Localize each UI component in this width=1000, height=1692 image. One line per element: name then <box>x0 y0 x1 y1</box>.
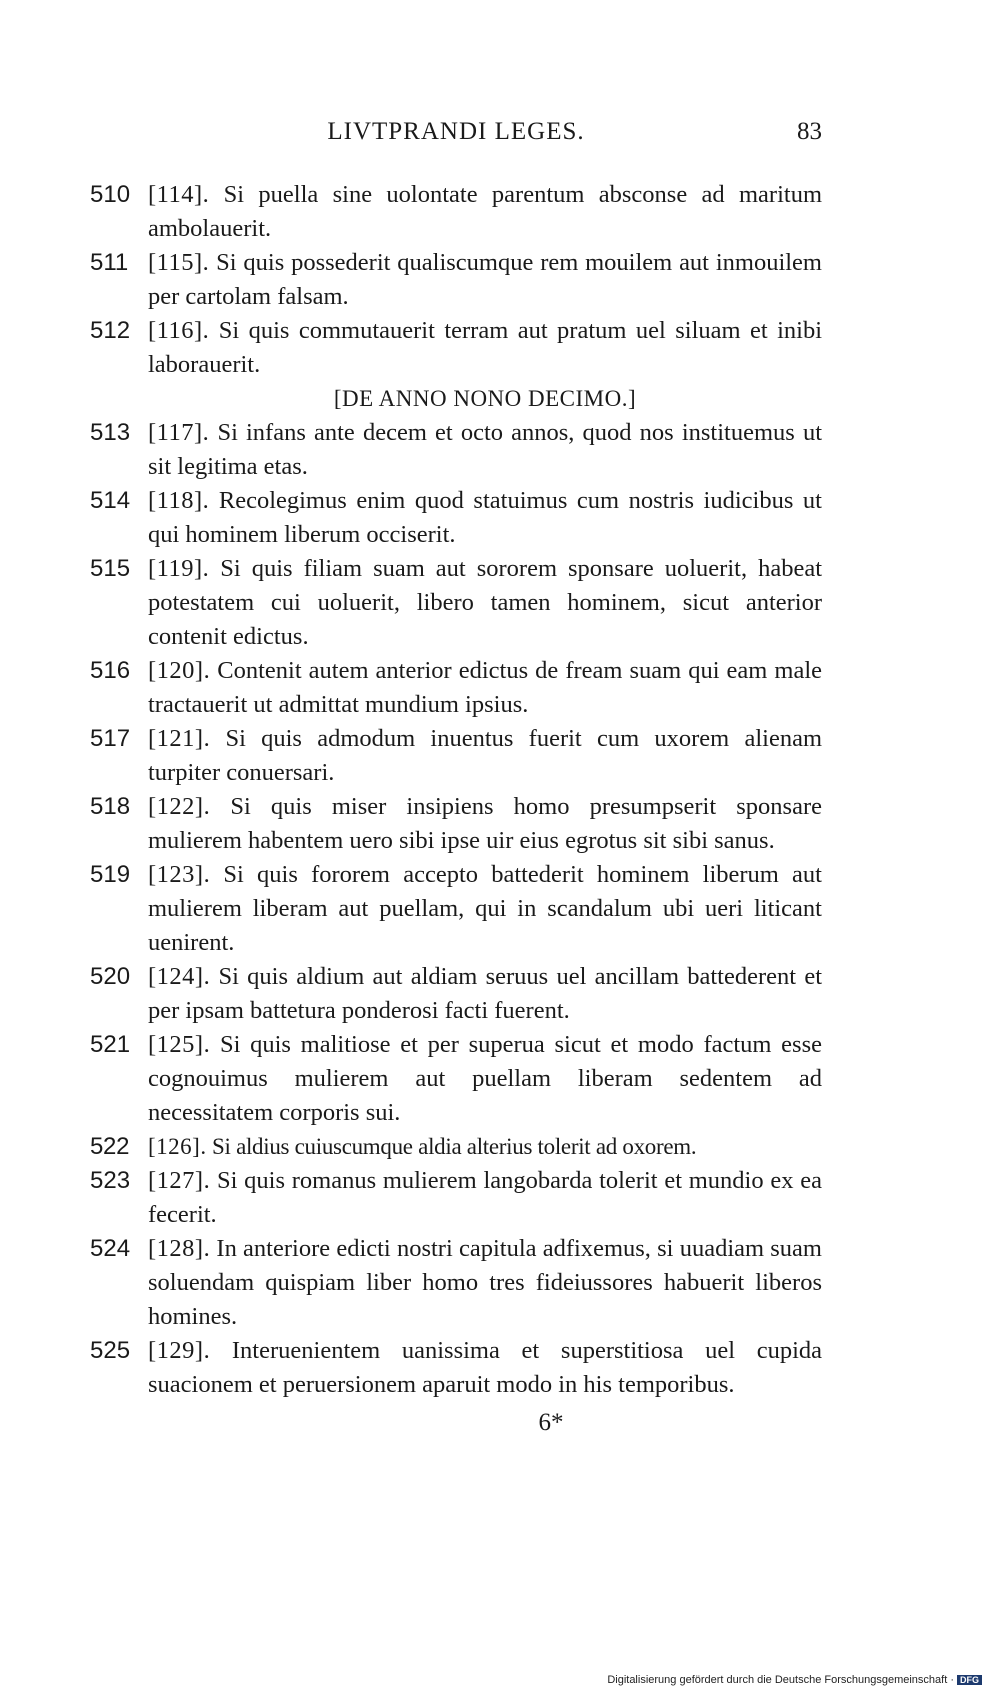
entry-text: Recolegimus enim quod statuimus cum nostris iudicibus ut qui hominem liberum occiserit. <box>148 487 822 548</box>
entry-text: Si infans ante decem et octo annos, quod nos instituemus ut sit legitima etas. <box>148 419 823 480</box>
digitization-credit <box>607 1674 982 1686</box>
law-entry <box>90 1164 822 1232</box>
law-entry <box>90 654 822 722</box>
entry-text: Si quis filiam suam aut sororem sponsare uoluerit, habeat potestatem cui uoluerit, libero tamen hominem, sicut anterior contenit edictus. <box>148 555 822 650</box>
entry-reference: [115]. <box>148 249 210 276</box>
section-heading: [DE ANNO NONO DECIMO.] <box>333 386 637 411</box>
law-entry <box>90 416 822 484</box>
entry-text: Si quis possederit qualiscumque rem mouilem aut inmouilem per cartolam falsam. <box>148 249 822 310</box>
law-entry <box>90 960 822 1028</box>
entry-reference: [123]. <box>148 861 211 888</box>
entry-number: 518 <box>90 793 131 820</box>
law-entry <box>90 246 822 314</box>
entry-number: 514 <box>90 487 131 514</box>
entry-reference: [125]. <box>148 1031 211 1058</box>
entry-number: 513 <box>90 419 131 446</box>
entry-number: 522 <box>90 1133 130 1160</box>
entry-text: Si quis fororem accepto battederit hominem liberum aut mulierem liberam aut puellam, qui in scandalum ubi ueri liticant uenirent. <box>148 861 822 956</box>
entry-text: Contenit autem anterior edictus de fream suam qui eam male tractauerit ut admittat mundium ipsius. <box>148 657 822 718</box>
entry-number: 520 <box>90 963 131 990</box>
entry-reference: [127]. <box>148 1167 211 1194</box>
law-entry <box>90 1130 822 1164</box>
entry-reference: [129]. <box>148 1337 211 1364</box>
entry-number: 511 <box>90 249 129 276</box>
entry-reference: [124]. <box>148 963 211 990</box>
entry-number: 523 <box>90 1167 131 1194</box>
entry-text: Interuenientem uanissima et superstitiosa uel cupida suacionem et peruersionem aparuit modo in his temporibus. <box>148 1337 823 1398</box>
entry-reference: [126]. <box>148 1134 207 1159</box>
dfg-logo: DFG <box>957 1675 982 1685</box>
entry-text: Si puella sine uolontate parentum absconse ad maritum ambolauerit. <box>148 181 823 242</box>
entry-number: 516 <box>90 657 131 684</box>
entry-reference: [128]. <box>148 1235 211 1262</box>
law-entry <box>90 858 822 960</box>
entry-text: Si quis romanus mulierem langobarda tolerit et mundio ex ea fecerit. <box>148 1167 822 1228</box>
law-entry <box>90 178 822 246</box>
entry-number: 512 <box>90 317 131 344</box>
entry-number: 517 <box>90 725 131 752</box>
entry-text: Si quis malitiose et per superua sicut et modo factum esse cognouimus mulierem aut puellam liberam sedentem ad necessitatem corporis sui. <box>148 1031 822 1126</box>
entry-number: 521 <box>90 1031 131 1058</box>
entry-text: Si aldius cuiuscumque aldia alterius tolerit ad oxorem. <box>212 1134 697 1159</box>
entry-text: Si quis aldium aut aldiam seruus uel ancillam battederent et per ipsam battetura ponderosi facti fuerent. <box>148 963 822 1024</box>
entry-reference: [118]. <box>148 487 210 514</box>
entry-text: Si quis commutauerit terram aut pratum uel siluam et inibi laborauerit. <box>148 317 823 378</box>
credit-text: Digitalisierung gefördert durch die Deutsche Forschungsgemeinschaft · <box>607 1674 954 1686</box>
entry-number: 524 <box>90 1235 131 1262</box>
entry-reference: [120]. <box>148 657 211 684</box>
entry-reference: [122]. <box>148 793 211 820</box>
law-entry <box>90 790 822 858</box>
signature-mark: 6* <box>538 1409 564 1436</box>
document-body <box>90 178 822 1440</box>
law-entry <box>90 1028 822 1130</box>
entry-reference: [121]. <box>148 725 211 752</box>
entry-number: 519 <box>90 861 131 888</box>
entry-number: 515 <box>90 555 131 582</box>
law-entry <box>90 552 822 654</box>
entry-number: 525 <box>90 1337 131 1364</box>
entry-text: Si quis miser insipiens homo presumpserit sponsare mulierem habentem uero sibi ipse uir eius egrotus sit sibi sanus. <box>148 793 822 854</box>
running-title: LIVTPRANDI LEGES. <box>327 118 585 145</box>
law-entry <box>90 1334 822 1402</box>
entry-reference: [117]. <box>148 419 210 446</box>
law-entry <box>90 1232 822 1334</box>
law-entry <box>90 484 822 552</box>
entry-text: Si quis admodum inuentus fuerit cum uxorem alienam turpiter conuersari. <box>148 725 823 786</box>
entry-text: In anteriore edicti nostri capitula adfixemus, si uuadiam suam soluendam quispiam liber homo tres fideiussores habuerit liberos homines. <box>148 1235 822 1330</box>
entry-number: 510 <box>90 181 131 208</box>
law-entry <box>90 314 822 382</box>
page-number: 83 <box>797 118 822 145</box>
entry-reference: [116]. <box>148 317 210 344</box>
page-header <box>90 118 822 158</box>
entry-reference: [119]. <box>148 555 210 582</box>
law-entry <box>90 722 822 790</box>
entry-reference: [114]. <box>148 181 210 208</box>
